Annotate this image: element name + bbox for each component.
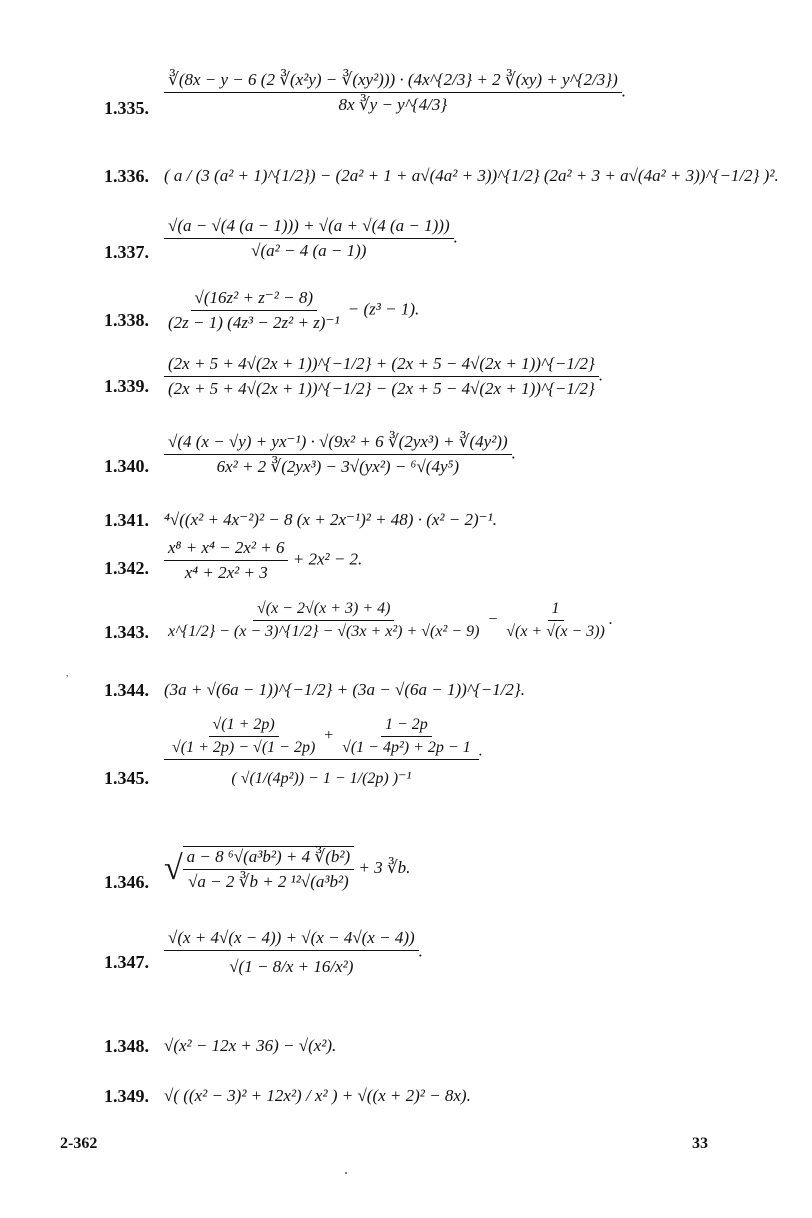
problem-number: 1.345. xyxy=(104,768,149,788)
denominator: (2x + 5 + 4√(2x + 1))^{−1/2} − (2x + 5 − 4√(2x + 1))^{−1/2} xyxy=(168,379,595,398)
denominator: ( √(1/(4p²)) − 1 − 1/(2p) )⁻¹ xyxy=(231,770,412,787)
numerator: √(a − √(4 (a − 1))) + √(a + √(4 (a − 1))) xyxy=(164,216,454,239)
problem-number: 1.343. xyxy=(104,622,149,642)
print-speck: , xyxy=(66,668,69,679)
tail-text: . xyxy=(511,443,516,463)
page-number: 33 xyxy=(692,1135,708,1152)
numerator: √(1 + 2p) xyxy=(209,716,279,737)
numerator: 1 − 2p xyxy=(381,716,432,737)
tail-text: + 3 ∛b. xyxy=(354,857,411,877)
denominator: √a − 2 ∛b + 2 ¹²√(a³b²) xyxy=(188,872,349,891)
numerator: √(16z² + z⁻² − 8) xyxy=(191,288,318,311)
problem-expression: √(x² − 12x + 36) − √(x²). xyxy=(164,1036,337,1055)
problem-expression xyxy=(164,354,603,399)
denominator: 6x² + 2 ∛(2yx³) − 3√(yx²) − ⁶√(4y⁵) xyxy=(216,457,460,476)
tail-text: . xyxy=(608,611,613,629)
problem-number: 1.339. xyxy=(104,376,149,396)
problem-number: 1.347. xyxy=(104,952,149,972)
tail-text: + 2x² − 2. xyxy=(288,549,363,569)
problem-expression xyxy=(164,70,626,115)
problem-expression xyxy=(164,716,483,788)
denominator: √(1 − 4p²) + 2p − 1 xyxy=(342,739,471,756)
numerator: √(4 (x − √y) + yx⁻¹) · √(9x² + 6 ∛(2yx³) + ∛(4y²)) xyxy=(164,432,512,455)
print-speck xyxy=(345,1172,347,1174)
denominator: √(1 + 2p) − √(1 − 2p) xyxy=(172,739,316,756)
numerator: (2x + 5 + 4√(2x + 1))^{−1/2} + (2x + 5 − 4√(2x + 1))^{−1/2} xyxy=(164,354,599,377)
problem-number: 1.335. xyxy=(104,98,149,118)
problem-number: 1.336. xyxy=(104,166,149,186)
problem-number: 1.346. xyxy=(104,872,149,892)
problem-expression xyxy=(164,538,362,583)
problem-number: 1.341. xyxy=(104,510,149,530)
problem-expression: √ $\frac{\text{a − 8 ⁶√(a³b²) + 4 ∛(b²)}}{\text{√a − 2 ∛b + 2 ¹²√(a³b²)}}$ + 3 ∛b. xyxy=(164,847,411,891)
problem-expression: ( a / (3 (a² + 1)^{1/2}) − (2a² + 1 + a√(4a² + 3))^{1/2} (2a² + 3 + a√(4a² + 3))^{−1/2} )². xyxy=(164,166,779,185)
tail-text: . xyxy=(453,227,458,247)
denominator: x^{1/2} − (x − 3)^{1/2} − √(3x + x²) + √(x² − 9) xyxy=(168,623,480,640)
numerator: x⁸ + x⁴ − 2x² + 6 xyxy=(164,538,288,561)
tail-text: − (z³ − 1). xyxy=(343,299,420,319)
problem-number: 1.344. xyxy=(104,680,149,700)
numerator: a − 8 ⁶√(a³b²) + 4 ∛(b²) xyxy=(183,847,354,870)
problem-expression xyxy=(164,928,423,977)
problem-expression xyxy=(164,288,419,333)
problem-number: 1.337. xyxy=(104,242,149,262)
numerator: $\frac{√(1 + 2p)}{√(1 + 2p) - √(1 - 2p)}$ + $\frac{1 - 2p}{\text{√(1 − 4p²) + 2p − 1}}$ xyxy=(164,716,479,760)
denominator: (2z − 1) (4z³ − 2z² + z)⁻¹ xyxy=(168,313,340,332)
denominator: 8x ∛y − y^{4/3} xyxy=(338,95,448,114)
denominator: x⁴ + 2x² + 3 xyxy=(184,563,268,582)
problem-number: 1.340. xyxy=(104,456,149,476)
problem-expression: √( ((x² − 3)² + 12x²) / x² ) + √((x + 2)² − 8x). xyxy=(164,1086,471,1105)
denominator: √(a² − 4 (a − 1)) xyxy=(251,241,367,260)
problem-expression xyxy=(164,216,458,261)
problem-number: 1.348. xyxy=(104,1036,149,1056)
problem-number: 1.338. xyxy=(104,310,149,330)
tail-text: . xyxy=(418,941,423,961)
tail-text: . xyxy=(478,742,483,760)
problem-number: 1.342. xyxy=(104,558,149,578)
numerator: √(x − 2√(x + 3) + 4) xyxy=(253,600,394,621)
problem-expression xyxy=(164,432,516,477)
tail-text: . xyxy=(621,81,627,101)
problem-expression: ⁴√((x² + 4x⁻²)² − 8 (x + 2x⁻¹)² + 48) · (x² − 2)⁻¹. xyxy=(164,510,497,529)
problem-expression: (3a + √(6a − 1))^{−1/2} + (3a − √(6a − 1))^{−1/2}. xyxy=(164,680,525,699)
problem-expression: $\frac{√(x - 2√(x + 3) + 4)}{\text{x\textasciicircum{}\{1/2\} − (x − 3)\textasciicircum{}\{1/2\} − √(3x + x²) + √(x² − 9)}}$ − $\frac{1}{√(x + √(x - 3))}$ . xyxy=(164,600,613,641)
numerator: √(x + 4√(x − 4)) + √(x − 4√(x − 4)) xyxy=(164,928,419,951)
denominator: √(1 − 8/x + 16/x²) xyxy=(229,957,354,976)
problem-number: 1.349. xyxy=(104,1086,149,1106)
footer-signature: 2-362 xyxy=(60,1135,98,1152)
denominator: √(x + √(x − 3)) xyxy=(506,623,605,640)
tail-text: . xyxy=(598,365,604,385)
numerator: 1 xyxy=(548,600,564,621)
numerator: ∛(8x − y − 6 (2 ∛(x²y) − ∛(xy²))) · (4x^{2/3} + 2 ∛(xy) + y^{2/3}) xyxy=(164,70,622,93)
